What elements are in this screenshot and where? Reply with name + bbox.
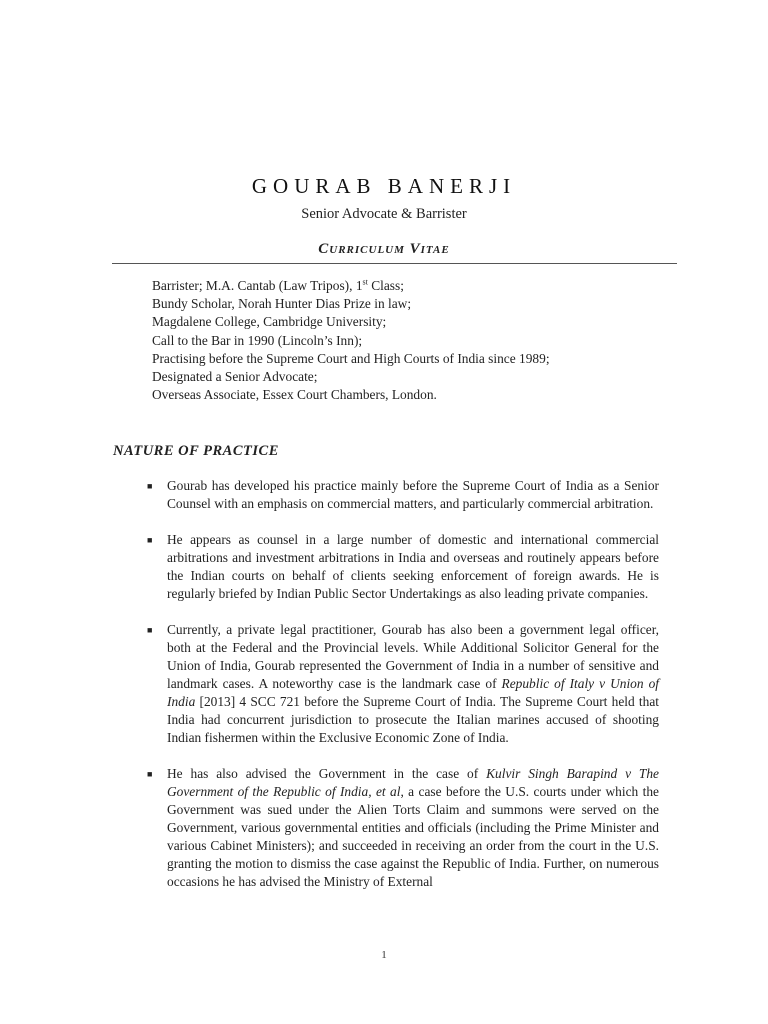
bullet-text-segment: Currently, a private legal practitioner, Gourab has also been a government legal officer, both at the Federal and the Provincial levels. While Additional Solicitor General for the Union of India, Gourab represented the Government of India in a number of sensitive and landmark cases. A noteworthy case is the landmark case of bbox=[167, 622, 659, 691]
credential-line: Practising before the Supreme Court and High Courts of India since 1989; bbox=[152, 350, 550, 366]
credential-text: Class; bbox=[367, 278, 404, 293]
credential-text: Barrister; M.A. Cantab (Law Tripos), 1 bbox=[152, 278, 363, 293]
section-heading: NATURE OF PRACTICE bbox=[113, 443, 279, 459]
bullet-text-segment: [2013] 4 SCC 721 before the Supreme Court of India. The Supreme Court held that India had concurrent jurisdiction to prosecute the Italian marines accused of shooting Indian fishermen within the Exclusive Economic Zone of India. bbox=[167, 694, 659, 745]
list-item bbox=[147, 765, 659, 891]
case-citation: Republic of Italy v Union of India bbox=[167, 676, 659, 709]
bullet-text bbox=[167, 765, 659, 891]
case-citation: Kulvir Singh Barapind v The Government of the Republic of India, et al bbox=[167, 766, 659, 799]
author-name: GOURAB BANERJI bbox=[251, 174, 517, 198]
bullet-text: He appears as counsel in a large number of domestic and international commercial arbitrations and investment arbitrations in India and overseas and routinely appears before the Indian courts on behalf of clients seeking enforcement of foreign awards. He is regularly briefed by Indian Public Sector Undertakings as also leading private companies. bbox=[167, 532, 659, 601]
bullet-text-segment: , a case before the U.S. courts under which the Government was sued under the Alien Torts Claim and summons were served on the Government, various governmental entities and officials (including the Prime Minister and various Cabinet Ministers); and succeeded in receiving an order from the court in the U.S. granting the motion to dismiss the case against the Republic of India. Further, on numerous occasions he has advised the Ministry of External bbox=[167, 784, 659, 889]
title-divider bbox=[112, 263, 677, 264]
credential-line: Overseas Associate, Essex Court Chambers, London. bbox=[152, 387, 437, 403]
credential-line: Call to the Bar in 1990 (Lincoln’s Inn); bbox=[152, 332, 363, 348]
bullet-square-icon: ■ bbox=[147, 481, 153, 491]
page-number: 1 bbox=[381, 949, 387, 961]
bullet-text-segment: He has also advised the Government in the case of bbox=[167, 766, 487, 781]
credential-line: Bundy Scholar, Norah Hunter Dias Prize in law; bbox=[152, 296, 412, 312]
credential-line bbox=[152, 277, 672, 295]
practice-bullet-list bbox=[147, 477, 659, 909]
document-title: Curriculum Vitae bbox=[318, 241, 450, 257]
list-item bbox=[147, 621, 659, 747]
credentials-list bbox=[152, 277, 672, 404]
list-item bbox=[147, 531, 659, 603]
bullet-text: Gourab has developed his practice mainly before the Supreme Court of India as a Senior Counsel with an emphasis on commercial matters, and particularly commercial arbitration. bbox=[167, 478, 659, 511]
bullet-square-icon: ■ bbox=[147, 769, 153, 779]
list-item bbox=[147, 477, 659, 513]
bullet-square-icon: ■ bbox=[147, 535, 153, 545]
credential-line: Magdalene College, Cambridge University; bbox=[152, 314, 387, 330]
bullet-square-icon: ■ bbox=[147, 625, 153, 635]
ordinal-suffix: st bbox=[362, 277, 368, 287]
author-title: Senior Advocate & Barrister bbox=[301, 206, 467, 222]
bullet-text bbox=[167, 621, 659, 747]
credential-line: Designated a Senior Advocate; bbox=[152, 369, 318, 385]
